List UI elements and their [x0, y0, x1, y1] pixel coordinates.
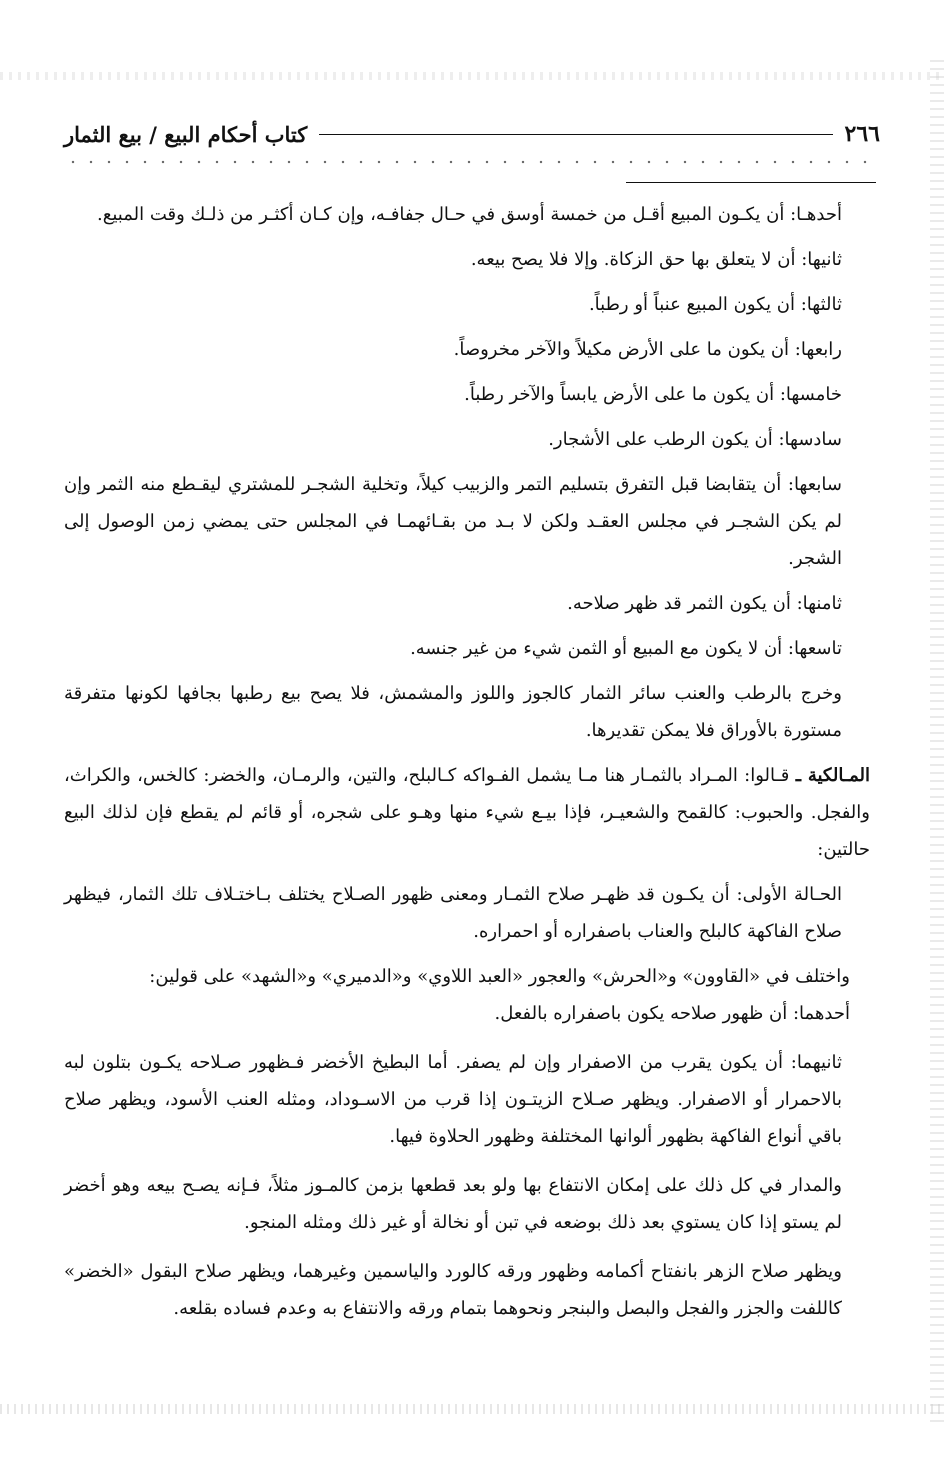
scan-noise-top — [0, 72, 944, 80]
paragraph: رابعها: أن يكون ما على الأرض مكيلاً والآخر مخروصاً. — [453, 339, 842, 360]
paragraph: أحدهما: أن ظهور صلاحه يكون باصفراره بالفعل. — [494, 1003, 850, 1024]
paragraph: سادسها: أن يكون الرطب على الأشجار. — [548, 429, 842, 450]
paragraph: ثامنها: أن يكون الثمر قد ظهر صلاحه. — [567, 593, 842, 614]
paragraph: ثانيهما: أن يكون يقرب من الاصفرار وإن لم يصفر. أما البطيخ الأخضر فـظهور صـلاحه يكـون بتلون لبه بالاحمرار أو الاصفرار. ويظهر صـلاح الزيتـون إذا قرب من الاسـوداد، ومثله العنب الأسود، ويظهر صلاح باقي أنواع الفاكهة بظهور ألوانها المختلفة وظهور الحلاوة فيها. — [64, 1052, 842, 1147]
paragraph: واختلف في «القاوون» و«الحرش» والعجور «العبد اللاوي» و«الدميري» و«الشهد» على قولين: — [149, 966, 850, 987]
body-text — [64, 196, 870, 1327]
page-header — [64, 114, 880, 154]
paragraph — [64, 757, 870, 868]
text-top-rule — [626, 182, 876, 183]
paragraph: تاسعها: أن لا يكون مع المبيع أو الثمن شيء من غير جنسه. — [410, 638, 842, 659]
running-title: كتاب أحكام البيع / بيع الثمار — [64, 121, 308, 147]
scan-noise-bottom — [0, 1404, 944, 1414]
header-rule — [319, 134, 832, 135]
school-heading: المـالكية ـ — [795, 765, 870, 786]
paragraph: ثانيها: أن لا يتعلق بها حق الزكاة. وإلا فلا يصح بيعه. — [470, 249, 842, 270]
paragraph: الحـالة الأولى: أن يكـون قد ظهـر صلاح الثمـار ومعنى ظهور الصـلاح يختلف بـاختـلاف تلك الثمار، فيظهر صلاح الفاكهة كالبلح والعناب باصفراره أو احمراره. — [64, 884, 843, 942]
paragraph: ويظهر صلاح الزهر بانفتاح أكمامه وظهور ورقه كالورد والياسمين وغيرهما، ويظهر صلاح البقول «الخضر» كاللفت والجزر والفجل والبصل والبنجر ونحوهما بتمام ورقه والانتفاع به وعدم فساده بقلعه. — [64, 1261, 842, 1319]
paragraph: وخرج بالرطب والعنب سائر الثمار كالجوز واللوز والمشمش، فلا يصح بيع رطبها بجافها لكونها متفرقة مستورة بالأوراق فلا يمكن تقديرها. — [64, 683, 842, 741]
paragraph-text: قـالوا: المـراد بالثمـار هنا مـا يشمل الفـواكه كـالبلح، والتين، والرمـان، والخضر: كالخس، والكراث، والفجل. والحبوب: كالقمح والشعيـر، فإذا بيـع شيء منها وهـو على شجره، أو قائم لم يقطع فإن لذلك البيع حالتين: — [64, 765, 870, 860]
paragraph: ثالثها: أن يكون المبيع عنباً أو رطباً. — [588, 294, 842, 315]
paragraph: والمدار في كل ذلك على إمكان الانتفاع بها ولو بعد قطعها بزمن كالمـوز مثلاً، فـإنه يصـح بيعه وهو أخضر لم يستو إذا كان يستوي بعد ذلك بوضعه في تبن أو نخالة أو غير ذلك ومثله المنجو. — [64, 1175, 842, 1233]
paragraph: أحدهـا: أن يكـون المبيع أقـل من خمسة أوسق في حـال جفافـه، وإن كـان أكثـر من ذلـك وقت المبيع. — [97, 204, 842, 225]
header-dotted-line — [64, 160, 880, 164]
page-number: ٢٦٦ — [844, 121, 880, 147]
paragraph: خامسها: أن يكون ما على الأرض يابساً والآخر رطباً. — [464, 384, 842, 405]
scan-noise-right — [930, 60, 944, 1422]
paragraph: سابعها: أن يتقابضا قبل التفرق بتسليم التمر والزبيب كيلاً، وتخلية الشجـر للمشتري ليقـطع منه الثمر وإن لم يكن الشجـر في مجلس العقـد ولكن لا بـد من بقـائهمـا في المجلس حتى يمضي زمن الوصول إلى الشجر. — [64, 474, 842, 569]
